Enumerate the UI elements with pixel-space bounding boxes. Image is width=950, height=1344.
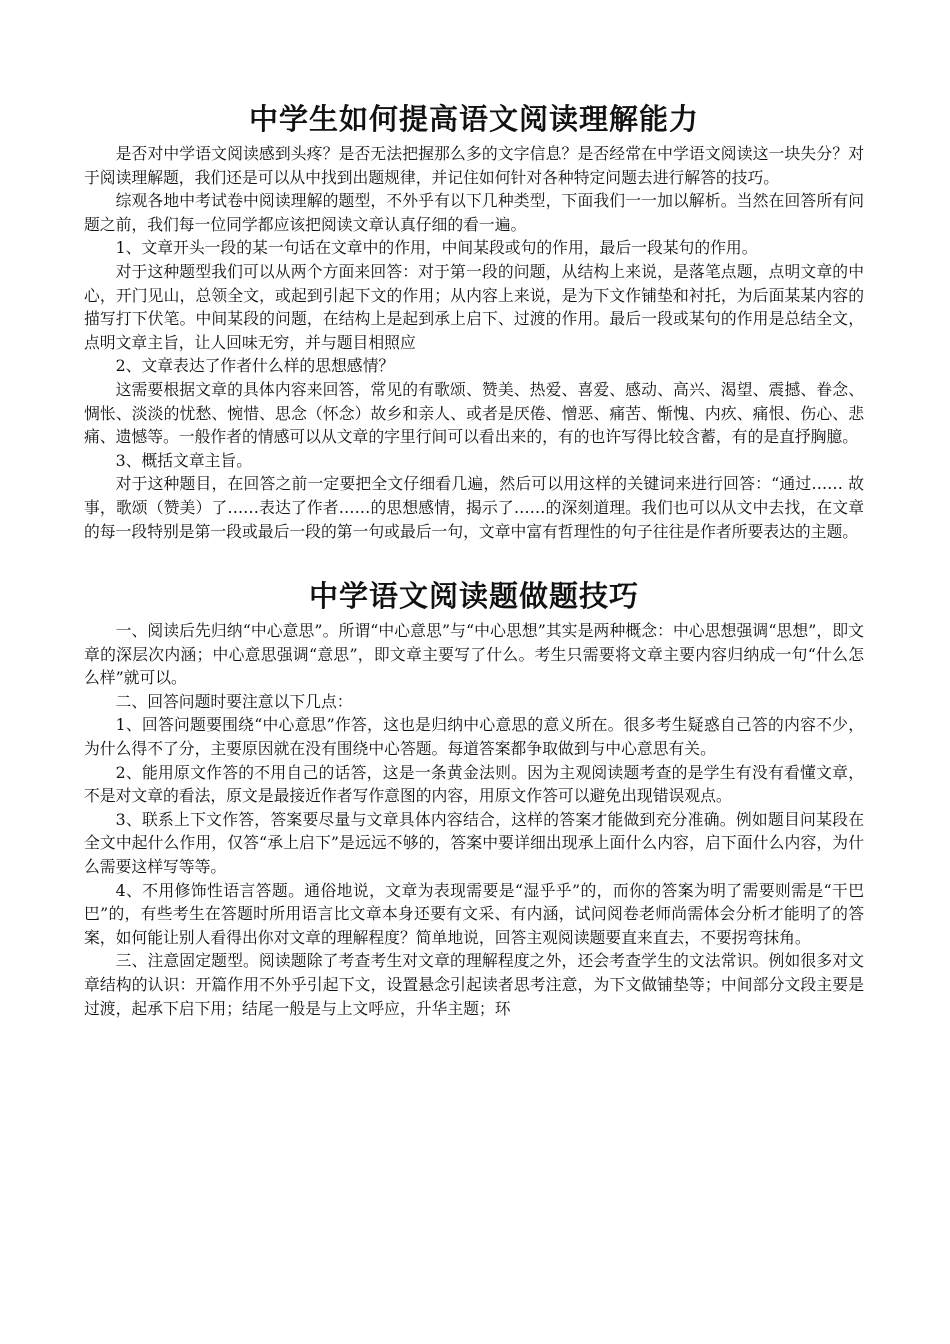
article1-paragraph: 是否对中学语文阅读感到头疼？是否无法把握那么多的文字信息？是否经常在中学语文阅读这一块失分？对于阅读理解题，我们还是可以从中找到出题规律，并记住如何针对各种特定问题去进行解答的技巧。	[84, 144, 864, 187]
article2-paragraph: 二、回答问题时要注意以下几点：	[115, 691, 353, 711]
article1-paragraph: 2、文章表达了作者什么样的思想感情？	[115, 356, 395, 376]
article2-body	[84, 619, 864, 1020]
article1-paragraph: 3、概括文章主旨。	[115, 450, 253, 470]
article2-paragraph: 3、联系上下文作答，答案要尽量与文章具体内容结合，这样的答案才能做到充分准确。例如题目问某段在全文中起什么作用，仅答“承上启下”是远远不够的，答案中要详细出现承上面什么内容，启下面什么内容，为什么需要这样写等等。	[84, 809, 864, 877]
article2-paragraph: 4、不用修饰性语言答题。通俗地说，文章为表现需要是“湿乎乎”的，而你的答案为明了需要则需是“干巴巴”的，有些考生在答题时所用语言比文章本身还要有文采、有内涵，试问阅卷老师尚需体会分析才能明了的答案，如何能让别人看得出你对文章的理解程度？简单地说，回答主观阅读题要直来直去，不要拐弯抹角。	[84, 880, 864, 947]
article2-paragraph: 1、回答问题要围绕“中心意思”作答，这也是归纳中心意思的意义所在。很多考生疑惑自己答的内容不少，为什么得不了分，主要原因就在没有围绕中心答题。每道答案都争取做到与中心意思有关。	[84, 715, 864, 759]
article1-paragraph: 综观各地中考试卷中阅读理解的题型，不外乎有以下几种类型，下面我们一一加以解析。当然在回答所有问题之前，我们每一位同学都应该把阅读文章认真仔细的看一遍。	[84, 191, 864, 234]
article1-paragraph: 1、文章开头一段的某一句话在文章中的作用，中间某段或句的作用，最后一段某句的作用。	[115, 238, 758, 258]
document-page	[84, 96, 864, 1020]
article1-paragraph: 对于这种题目，在回答之前一定要把全文仔细看几遍，然后可以用这样的关键词来进行回答：“通过…… 故事，歌颂（赞美）了……表达了作者……的思想感情，揭示了……的深刻道理。我们也可以从文中去找，在文章的每一段特别是第一段或最后一段的第一句或最后一句，文章中富有哲理性的句子往往是作者所要表达的主题。	[84, 474, 864, 541]
article1-paragraph: 对于这种题型我们可以从两个方面来回答：对于第一段的问题，从结构上来说，是落笔点题，点明文章的中心，开门见山，总领全文，或起到引起下文的作用；从内容上来说，是为下文作铺垫和衬托，为后面某某内容的描写打下伏笔。中间某段的问题，在结构上是起到承上启下、过渡的作用。最后一段或某句的作用是总结全文，点明文章主旨，让人回味无穷，并与题目相照应	[84, 261, 864, 352]
article2-paragraph: 三、注意固定题型。阅读题除了考查考生对文章的理解程度之外，还会考查学生的文法常识。例如很多对文章结构的认识：开篇作用不外乎引起下文，设置悬念引起读者思考注意，为下文做铺垫等；中间部分文段主要是过渡，起承下启下用；结尾一般是与上文呼应，升华主题；环	[84, 951, 864, 1018]
article2-paragraph: 2、能用原文作答的不用自己的话答，这是一条黄金法则。因为主观阅读题考查的是学生有没有看懂文章，不是对文章的看法，原文是最接近作者写作意图的内容，用原文作答可以避免出现错误观点。	[84, 762, 864, 806]
article1-body	[84, 142, 864, 543]
article1-paragraph: 这需要根据文章的具体内容来回答，常见的有歌颂、赞美、热爱、喜爱、感动、高兴、渴望、震撼、眷念、惆怅、淡淡的忧愁、惋惜、思念（怀念）故乡和亲人、或者是厌倦、憎恶、痛苦、惭愧、内疚、痛恨、伤心、悲痛、遗憾等。一般作者的情感可以从文章的字里行间可以看出来的，有的也许写得比较含蓄，有的是直抒胸臆。	[84, 379, 864, 447]
article1-title: 中学生如何提高语文阅读理解能力	[248, 102, 699, 136]
article2-paragraph: 一、阅读后先归纳“中心意思”。所谓“中心意思”与“中心思想”其实是两种概念：中心思想强调“思想”，即文章的深层次内涵；中心意思强调“意思”，即文章主要写了什么。考生只需要将文章主要内容归纳成一句“什么怎么样”就可以。	[84, 621, 864, 688]
article2-title: 中学语文阅读题做题技巧	[308, 579, 639, 614]
